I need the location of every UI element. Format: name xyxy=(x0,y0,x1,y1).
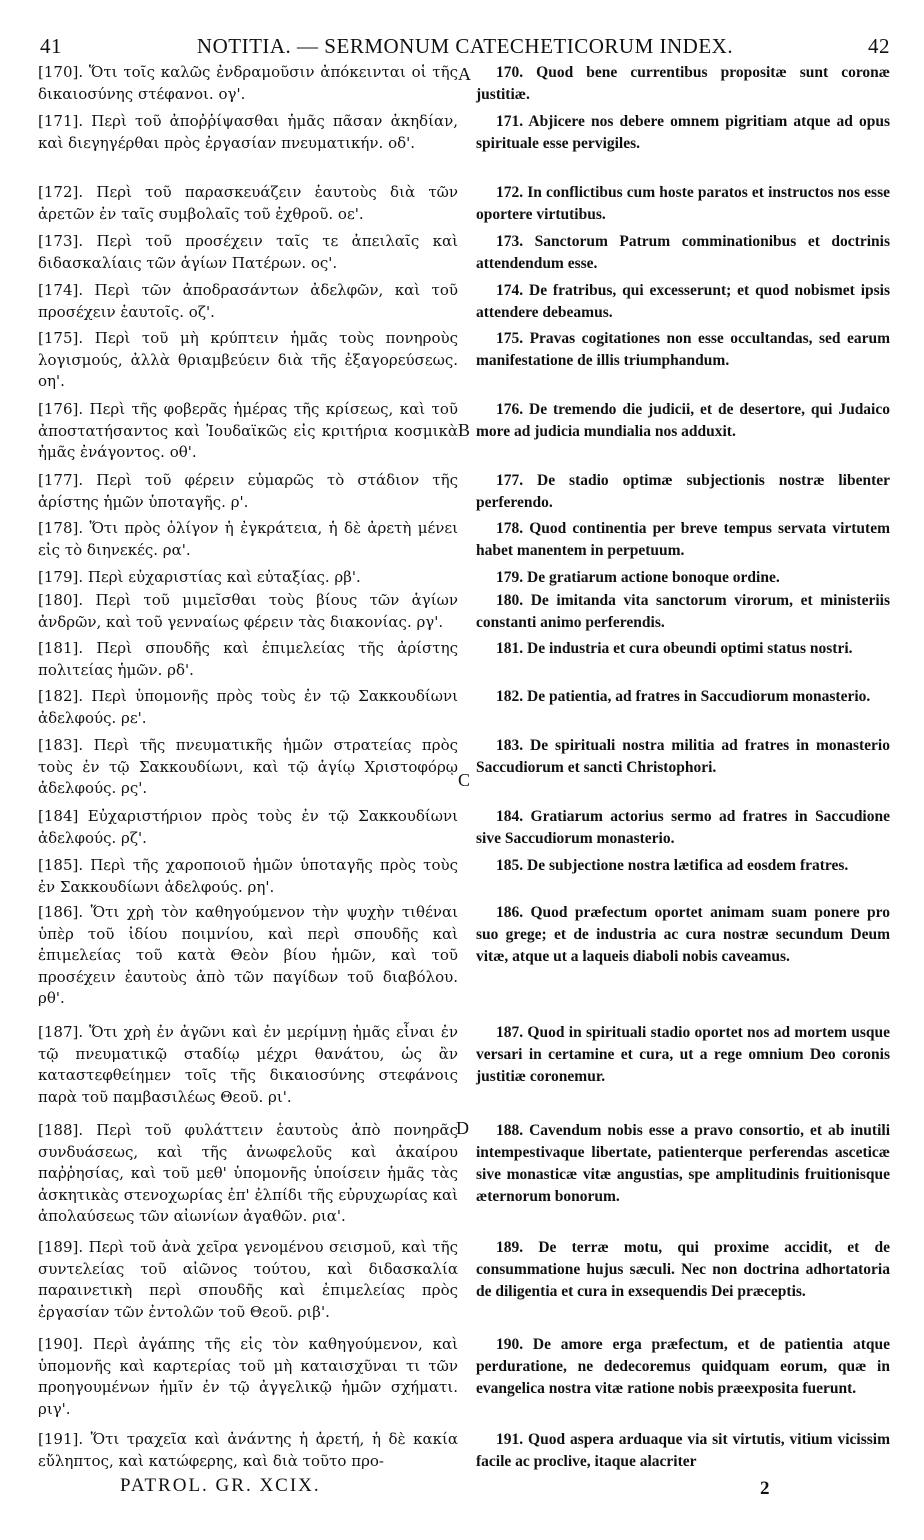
latin-entry-183: 183. De spirituali nostra militia ad fratres in monasterio Saccudiorum et sancti Christophori. xyxy=(476,737,890,776)
greek-entry-175: [175]. Περὶ τοῦ μὴ κρύπτειν ἡμᾶς τοὺς πονηροὺς λογισμούς, ἀλλὰ θριαμβεύειν διὰ τῆς ἐξαγορεύσεως. οη'. xyxy=(38,329,458,390)
greek-entry-191: [191]. Ὅτι τραχεῖα καὶ ἀνάντης ἡ ἀρετή, ἡ δὲ κακία εὔληπτος, καὶ κατώφερης, καὶ διὰ τοῦτο προ- xyxy=(38,1430,458,1470)
latin-entry-171: 171. Abjicere nos debere omnem pigritiam atque ad opus spirituale esse pervigiles. xyxy=(476,113,890,152)
latin-entry-177: 177. De stadio optimæ subjectionis nostræ libenter perferendo. xyxy=(476,472,890,511)
greek-entry-188: [188]. Περὶ τοῦ φυλάττειν ἑαυτοὺς ἀπὸ πονηρᾶς συνδυάσεως, καὶ τῆς ἀνωφελοῦς καὶ ἀκαίρου παῤῥησίας, καὶ τοῦ μεθ' ὑπομονῆς ὑποίσειν ἡμᾶς τὰς ἀσκητικὰς στενοχωρίας ἐπ' ἐλπίδι τῆς εὐρυχωρίας καὶ ἀπολαύσεως τῶν αἰωνίων ἀγαθῶν. ρια'. xyxy=(38,1121,458,1225)
latin-entry-187: 187. Quod in spirituali stadio oportet nos ad mortem usque versari in certamine et cura, ut a rege omnium Deo coronis justitiæ coronemur. xyxy=(476,1024,890,1085)
greek-entry-179: [179]. Περὶ εὐχαριστίας καὶ εὐταξίας. ρβ'. xyxy=(38,568,361,586)
greek-entry-181: [181]. Περὶ σπουδῆς καὶ ἐπιμελείας τῆς ἀρίστης πολιτείας ἡμῶν. ρδ'. xyxy=(38,639,458,679)
greek-entry-172: [172]. Περὶ τοῦ παρασκευάζειν ἑαυτοὺς διὰ τῶν ἀρετῶν ἐν ταῖς συμβολαῖς τοῦ ἐχθροῦ. οε'. xyxy=(38,183,458,223)
latin-entry-181: 181. De industria et cura obeundi optimi status nostri. xyxy=(496,640,853,657)
greek-entry-185: [185]. Περὶ τῆς χαροποιοῦ ἡμῶν ὑποταγῆς πρὸς τοὺς ἐν Σακκουδίωνι ἀδελφούς. ρη'. xyxy=(38,856,458,896)
page-number-right: 42 xyxy=(868,34,890,58)
latin-entry-173: 173. Sanctorum Patrum comminationibus et doctrinis attendendum esse. xyxy=(476,233,890,272)
latin-entry-191: 191. Quod aspera arduaque via sit virtutis, vitium vicissim facile ac proclive, itaque alacriter xyxy=(476,1431,890,1470)
latin-entry-186: 186. Quod præfectum oportet animam suam ponere pro suo grege; et de industria ac cura nostræ secundum Deum vitæ, atque ut a laqueis diaboli nobis caveamus. xyxy=(476,904,890,965)
latin-entry-185: 185. De subjectione nostra lætifica ad eosdem fratres. xyxy=(496,857,849,874)
greek-entry-171: [171]. Περὶ τοῦ ἀποῤῥίψασθαι ἡμᾶς πᾶσαν ἀκηδίαν, καὶ διεγηγέρθαι πρὸς ἐργασίαν πνευματικήν. οδ'. xyxy=(38,112,458,152)
latin-entry-179: 179. De gratiarum actione bonoque ordine. xyxy=(496,569,780,586)
latin-entry-178: 178. Quod continentia per breve tempus servata virtutem habet manentem in perpetuum. xyxy=(476,520,890,559)
margin-marker-d: D xyxy=(456,1118,469,1138)
greek-entry-184: [184] Εὐχαριστήριον πρὸς τοὺς ἐν τῷ Σακκουδίωνι ἀδελφούς. ρζ'. xyxy=(38,807,458,847)
greek-entry-170: [170]. Ὅτι τοῖς καλῶς ἐνδραμοῦσιν ἀπόκεινται οἱ τῆς δικαιοσύνης στέφανοι. ογ'. xyxy=(38,63,458,103)
latin-entry-180: 180. De imitanda vita sanctorum virorum, et ministeriis constanti animo perferendis. xyxy=(476,592,890,631)
greek-entry-189: [189]. Περὶ τοῦ ἀνὰ χεῖρα γενομένου σεισμοῦ, καὶ τῆς συντελείας τοῦ αἰῶνος τούτου, καὶ διδασκαλία παραινετικὴ περὶ σπουδῆς καὶ ἐπιμελείας πρὸς ἐργασίαν τῶν ἐντολῶν τοῦ Θεοῦ. ριβ'. xyxy=(38,1238,458,1321)
latin-entry-188: 188. Cavendum nobis esse a pravo consortio, et ab inutili intempestivaque libertate, patienterque perferendas asceticæ sive monasticæ vitæ angustias, spe amplitudinis fruitionisque æternorum bonorum. xyxy=(476,1122,890,1205)
greek-entry-187: [187]. Ὅτι χρὴ ἐν ἀγῶνι καὶ ἐν μερίμνῃ ἡμᾶς εἶναι ἐν τῷ πνευματικῷ σταδίῳ μέχρι θανάτου, ὡς ἂν καταστεφθείημεν τοῖς τῆς δικαιοσύνης στεφάνοις παρὰ τοῦ παμβασιλέως Θεοῦ. ρι'. xyxy=(38,1023,458,1106)
latin-entry-172: 172. In conflictibus cum hoste paratos et instructos nos esse oportere virtutibus. xyxy=(476,184,890,223)
margin-marker-a: A xyxy=(458,64,471,84)
latin-entry-176: 176. De tremendo die judicii, et de desertore, qui Judaico more ad judicia mundialia nos adduxit. xyxy=(476,401,890,440)
greek-entry-190: [190]. Περὶ ἀγάπης τῆς εἰς τὸν καθηγούμενον, καὶ ὑπομονῆς καὶ καρτερίας τοῦ μὴ καταισχῦναι τι τῶν προηγουμένων ἡμῖν ἐν τῷ ἀγγελικῷ ἡμῶν σχήματι. ριγ'. xyxy=(38,1335,458,1418)
latin-entry-190: 190. De amore erga præfectum, et de patientia atque perduratione, ne dedecoremus quidquam eorum, quæ in evangelica nostra vitæ ratione nobis præexposita fuerunt. xyxy=(476,1336,890,1397)
latin-entry-170: 170. Quod bene currentibus propositæ sunt coronæ justitiæ. xyxy=(476,64,890,103)
greek-entry-173: [173]. Περὶ τοῦ προσέχειν ταῖς τε ἀπειλαῖς καὶ διδασκαλίαις τῶν ἁγίων Πατέρων. ος'. xyxy=(38,232,458,272)
latin-entry-189: 189. De terræ motu, qui proxime accidit, et de consummatione hujus sæculi. Nec non doctrina adhortatoria de diligentia et cura in exsequendis Dei præceptis. xyxy=(476,1239,890,1300)
page-number-left: 41 xyxy=(40,34,62,58)
margin-marker-b: B xyxy=(458,420,471,440)
greek-entry-177: [177]. Περὶ τοῦ φέρειν εὐμαρῶς τὸ στάδιον τῆς ἀρίστης ἡμῶν ὑποταγῆς. ρ'. xyxy=(38,471,458,511)
latin-entry-182: 182. De patientia, ad fratres in Saccudiorum monasterio. xyxy=(496,688,871,705)
greek-entry-180: [180]. Περὶ τοῦ μιμεῖσθαι τοὺς βίους τῶν ἁγίων ἀνδρῶν, καὶ τοῦ γενναίως φέρειν τὰς διακονίας. ργ'. xyxy=(38,591,458,631)
signature-mark: 2 xyxy=(760,1478,770,1499)
greek-entry-178: [178]. Ὅτι πρὸς ὀλίγον ἡ ἐγκράτεια, ἡ δὲ ἀρετὴ μένει εἰς τὸ διηνεκές. ρα'. xyxy=(38,519,458,559)
volume-footer: PATROL. GR. XCIX. xyxy=(120,1475,321,1496)
page-title: NOTITIA. — SERMONUM CATECHETICORUM INDEX. xyxy=(196,34,734,58)
margin-marker-c: C xyxy=(458,770,471,790)
latin-entry-174: 174. De fratribus, qui excesserunt; et quod nobismet ipsis attendere debeamus. xyxy=(476,282,890,321)
greek-entry-183: [183]. Περὶ τῆς πνευματικῆς ἡμῶν στρατείας πρὸς τοὺς ἐν τῷ Σακκουδίωνι, καὶ τῷ ἁγίῳ Χριστοφόρῳ ἀδελφούς. ρς'. xyxy=(38,736,458,797)
greek-entry-182: [182]. Περὶ ὑπομονῆς πρὸς τοὺς ἐν τῷ Σακκουδίωνι ἀδελφούς. ρε'. xyxy=(38,687,458,727)
greek-entry-186: [186]. Ὅτι χρὴ τὸν καθηγούμενον τὴν ψυχὴν τιθέναι ὑπὲρ τοῦ ἰδίου ποιμνίου, καὶ περὶ σπουδῆς καὶ ἐπιμελείας τοῦ κατὰ Θεὸν βίου ἡμῶν, καὶ τοῦ προσέχειν ἑαυτοὺς ἀπὸ τῶν παγίδων τοῦ διαβόλου. ρθ'. xyxy=(38,903,458,1007)
greek-entry-174: [174]. Περὶ τῶν ἀποδρασάντων ἀδελφῶν, καὶ τοῦ προσέχειν ἑαυτοῖς. οζ'. xyxy=(38,281,458,321)
greek-entry-176: [176]. Περὶ τῆς φοβερᾶς ἡμέρας τῆς κρίσεως, καὶ τοῦ ἀποστατήσαντος καὶ Ἰουδαϊκῶς εἰς κριτήρια κοσμικὰ ἡμᾶς ἐνάγοντος. οθ'. xyxy=(38,400,458,461)
latin-entry-184: 184. Gratiarum actorius sermo ad fratres in Saccudione sive Saccudiorum monasterio. xyxy=(476,808,890,847)
running-header xyxy=(40,34,890,60)
latin-entry-175: 175. Pravas cogitationes non esse occultandas, sed earum manifestatione de illis triumphandum. xyxy=(476,330,890,369)
